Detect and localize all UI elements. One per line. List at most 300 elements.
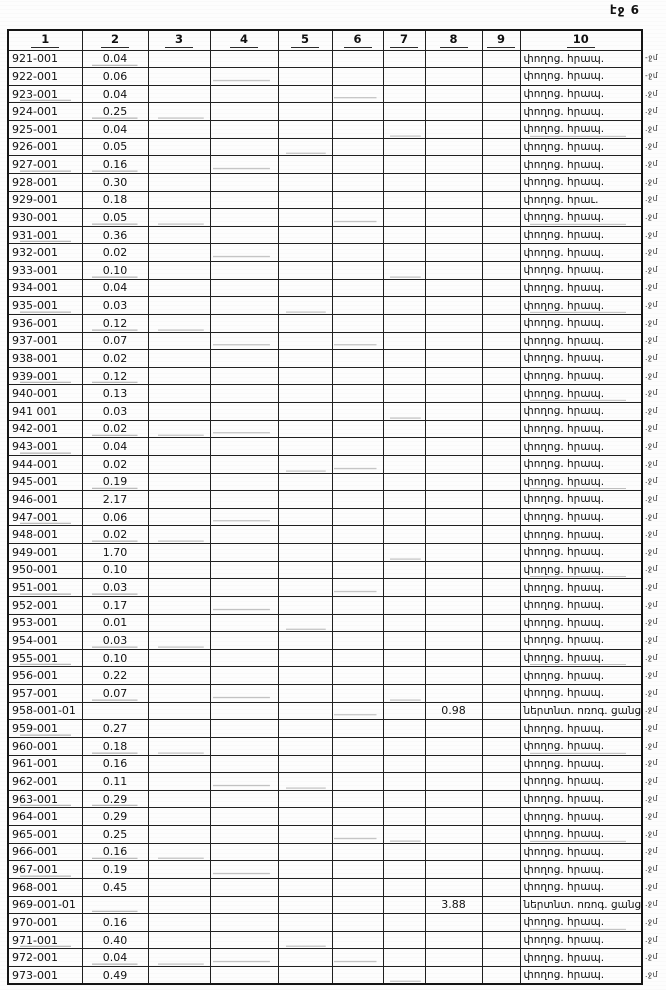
table-row xyxy=(8,914,642,932)
empty-cell xyxy=(278,808,332,826)
empty-cell xyxy=(210,438,278,456)
area-value-cell: 2.17 xyxy=(82,491,148,509)
empty-cell xyxy=(482,314,520,332)
area-value-cell: 0.05 xyxy=(82,209,148,227)
empty-cell xyxy=(278,85,332,103)
empty-cell xyxy=(383,861,425,879)
row-code-cell: 973-001 xyxy=(8,967,82,985)
row-code-cell: 968-001 xyxy=(8,878,82,896)
empty-cell xyxy=(278,367,332,385)
empty-cell xyxy=(210,544,278,562)
row-code-cell: 938-001 xyxy=(8,350,82,368)
empty-cell xyxy=(278,544,332,562)
land-use-cell: փողոց. հրապ. xyxy=(520,949,642,967)
empty-cell xyxy=(482,173,520,191)
row-code-cell: 952-001 xyxy=(8,596,82,614)
table-row xyxy=(8,826,642,844)
margin-annotation: .ջմ xyxy=(645,529,658,539)
margin-notes-column xyxy=(645,49,666,983)
empty-cell xyxy=(482,438,520,456)
empty-cell xyxy=(278,403,332,421)
empty-cell xyxy=(482,279,520,297)
row-code-cell: 956-001 xyxy=(8,667,82,685)
empty-cell xyxy=(383,332,425,350)
area-value-cell: 0.16 xyxy=(82,843,148,861)
empty-cell xyxy=(482,420,520,438)
table-row xyxy=(8,103,642,121)
land-use-cell: փողոց. հրապ. xyxy=(520,790,642,808)
land-use-cell: փողոց. հրապ. xyxy=(520,367,642,385)
table-row xyxy=(8,191,642,209)
margin-annotation: .ջմ xyxy=(645,194,658,204)
column-header xyxy=(278,30,332,50)
empty-cell xyxy=(482,350,520,368)
empty-cell xyxy=(148,561,210,579)
empty-cell xyxy=(482,632,520,650)
empty-cell xyxy=(482,332,520,350)
empty-cell xyxy=(383,297,425,315)
land-use-cell: փողոց. հրապ. xyxy=(520,68,642,86)
empty-cell xyxy=(332,561,383,579)
table-row xyxy=(8,138,642,156)
table-row xyxy=(8,68,642,86)
empty-cell xyxy=(482,737,520,755)
empty-cell xyxy=(210,85,278,103)
volume-value-cell xyxy=(425,914,482,932)
volume-value-cell xyxy=(425,720,482,738)
land-use-cell: փողոց. հրապ. xyxy=(520,720,642,738)
row-code-cell: 942-001 xyxy=(8,420,82,438)
empty-cell xyxy=(383,138,425,156)
volume-value-cell xyxy=(425,191,482,209)
volume-value-cell xyxy=(425,596,482,614)
land-use-cell: փողոց. հրապ. xyxy=(520,244,642,262)
empty-cell xyxy=(148,68,210,86)
margin-annotation: .ջմ xyxy=(645,564,658,574)
volume-value-cell xyxy=(425,50,482,68)
empty-cell xyxy=(148,209,210,227)
empty-cell xyxy=(383,843,425,861)
empty-cell xyxy=(332,596,383,614)
empty-cell xyxy=(332,755,383,773)
empty-cell xyxy=(482,808,520,826)
empty-cell xyxy=(383,614,425,632)
empty-cell xyxy=(278,209,332,227)
empty-cell xyxy=(210,226,278,244)
empty-cell xyxy=(278,878,332,896)
empty-cell xyxy=(278,667,332,685)
empty-cell xyxy=(278,121,332,139)
empty-cell xyxy=(148,878,210,896)
empty-cell xyxy=(210,737,278,755)
row-code-cell: 969-001-01 xyxy=(8,896,82,914)
column-header-label: 2 xyxy=(101,33,129,48)
empty-cell xyxy=(482,191,520,209)
empty-cell xyxy=(148,420,210,438)
table-row xyxy=(8,526,642,544)
table-row xyxy=(8,314,642,332)
empty-cell xyxy=(278,649,332,667)
area-value-cell: 0.18 xyxy=(82,737,148,755)
land-use-cell: փողոց. հրապ. xyxy=(520,808,642,826)
land-use-cell: փողոց. հրապ. xyxy=(520,508,642,526)
volume-value-cell xyxy=(425,808,482,826)
empty-cell xyxy=(210,808,278,826)
area-value-cell: 0.27 xyxy=(82,720,148,738)
empty-cell xyxy=(148,455,210,473)
empty-cell xyxy=(383,508,425,526)
empty-cell xyxy=(383,649,425,667)
empty-cell xyxy=(383,967,425,985)
empty-cell xyxy=(383,156,425,174)
empty-cell xyxy=(278,244,332,262)
empty-cell xyxy=(332,420,383,438)
empty-cell xyxy=(210,649,278,667)
volume-value-cell: 3.88 xyxy=(425,896,482,914)
empty-cell xyxy=(148,121,210,139)
table-row xyxy=(8,967,642,985)
empty-cell xyxy=(210,314,278,332)
area-value-cell: 0.04 xyxy=(82,121,148,139)
empty-cell xyxy=(148,85,210,103)
area-value-cell: 0.40 xyxy=(82,931,148,949)
column-header-label: 6 xyxy=(344,33,372,48)
empty-cell xyxy=(210,332,278,350)
table-row xyxy=(8,350,642,368)
land-use-cell: փողոց. հրապ. xyxy=(520,385,642,403)
empty-cell xyxy=(210,826,278,844)
margin-annotation: .ջմ xyxy=(645,617,658,627)
empty-cell xyxy=(383,931,425,949)
column-header xyxy=(8,30,82,50)
empty-cell xyxy=(148,156,210,174)
land-use-cell: փողոց. հրապ. xyxy=(520,297,642,315)
empty-cell xyxy=(332,226,383,244)
table-row xyxy=(8,508,642,526)
area-value-cell: 0.02 xyxy=(82,455,148,473)
empty-cell xyxy=(332,244,383,262)
empty-cell xyxy=(210,455,278,473)
row-code-cell: 944-001 xyxy=(8,455,82,473)
margin-annotation: .ջմ xyxy=(645,335,658,345)
empty-cell xyxy=(482,755,520,773)
area-value-cell: 0.04 xyxy=(82,279,148,297)
empty-cell xyxy=(383,50,425,68)
row-code-cell: 924-001 xyxy=(8,103,82,121)
margin-annotation: .ջմ xyxy=(645,476,658,486)
row-code-cell: 940-001 xyxy=(8,385,82,403)
table-row xyxy=(8,85,642,103)
empty-cell xyxy=(482,896,520,914)
row-code-cell: 945-001 xyxy=(8,473,82,491)
empty-cell xyxy=(210,561,278,579)
row-code-cell: 957-001 xyxy=(8,685,82,703)
empty-cell xyxy=(278,931,332,949)
margin-annotation: .ջմ xyxy=(645,899,658,909)
empty-cell xyxy=(210,279,278,297)
empty-cell xyxy=(383,878,425,896)
volume-value-cell xyxy=(425,614,482,632)
empty-cell xyxy=(210,173,278,191)
column-header xyxy=(210,30,278,50)
empty-cell xyxy=(383,121,425,139)
empty-cell xyxy=(383,85,425,103)
empty-cell xyxy=(482,596,520,614)
empty-cell xyxy=(278,103,332,121)
empty-cell xyxy=(148,667,210,685)
volume-value-cell xyxy=(425,314,482,332)
margin-annotation: .ջմ xyxy=(645,775,658,785)
volume-value-cell xyxy=(425,967,482,985)
empty-cell xyxy=(278,191,332,209)
empty-cell xyxy=(383,68,425,86)
row-code-cell: 946-001 xyxy=(8,491,82,509)
row-code-cell: 933-001 xyxy=(8,262,82,280)
empty-cell xyxy=(278,473,332,491)
empty-cell xyxy=(383,385,425,403)
area-value-cell: 0.01 xyxy=(82,614,148,632)
empty-cell xyxy=(332,455,383,473)
volume-value-cell xyxy=(425,737,482,755)
empty-cell xyxy=(148,173,210,191)
table-row xyxy=(8,279,642,297)
table-row xyxy=(8,949,642,967)
empty-cell xyxy=(332,367,383,385)
empty-cell xyxy=(332,702,383,720)
area-value-cell: 0.03 xyxy=(82,403,148,421)
column-header-label: 1 xyxy=(31,33,59,48)
volume-value-cell xyxy=(425,68,482,86)
empty-cell xyxy=(383,526,425,544)
volume-value-cell xyxy=(425,332,482,350)
land-use-cell: փողոց. հրապ. xyxy=(520,279,642,297)
empty-cell xyxy=(148,967,210,985)
empty-cell xyxy=(482,649,520,667)
row-code-cell: 972-001 xyxy=(8,949,82,967)
volume-value-cell xyxy=(425,226,482,244)
row-code-cell: 966-001 xyxy=(8,843,82,861)
volume-value-cell xyxy=(425,526,482,544)
empty-cell xyxy=(278,508,332,526)
empty-cell xyxy=(482,473,520,491)
empty-cell xyxy=(383,367,425,385)
land-use-cell: փողոց. հրապ. xyxy=(520,455,642,473)
land-use-cell: փողոց. հրապ. xyxy=(520,826,642,844)
empty-cell xyxy=(278,297,332,315)
empty-cell xyxy=(148,279,210,297)
empty-cell xyxy=(332,896,383,914)
empty-cell xyxy=(278,68,332,86)
empty-cell xyxy=(278,737,332,755)
volume-value-cell xyxy=(425,156,482,174)
volume-value-cell xyxy=(425,385,482,403)
empty-cell xyxy=(482,702,520,720)
area-value-cell: 0.04 xyxy=(82,438,148,456)
empty-cell xyxy=(148,385,210,403)
land-use-cell: փողոց. հրապ. xyxy=(520,755,642,773)
empty-cell xyxy=(383,455,425,473)
volume-value-cell xyxy=(425,773,482,791)
empty-cell xyxy=(278,702,332,720)
column-header-label: 5 xyxy=(291,33,319,48)
margin-annotation: .ջմ xyxy=(645,458,658,468)
margin-annotation: -ջմ xyxy=(645,70,659,80)
table-row xyxy=(8,720,642,738)
row-code-cell: 971-001 xyxy=(8,931,82,949)
empty-cell xyxy=(482,826,520,844)
land-use-cell: փողոց. հրապ. xyxy=(520,861,642,879)
table-row xyxy=(8,843,642,861)
empty-cell xyxy=(148,826,210,844)
margin-annotation: .ջմ xyxy=(645,916,658,926)
empty-cell xyxy=(332,826,383,844)
empty-cell xyxy=(148,403,210,421)
empty-cell xyxy=(482,385,520,403)
row-code-cell: 926-001 xyxy=(8,138,82,156)
empty-cell xyxy=(482,455,520,473)
table-row xyxy=(8,385,642,403)
area-value-cell: 0.49 xyxy=(82,967,148,985)
empty-cell xyxy=(210,843,278,861)
empty-cell xyxy=(148,596,210,614)
table-row xyxy=(8,861,642,879)
empty-cell xyxy=(383,667,425,685)
empty-cell xyxy=(210,896,278,914)
empty-cell xyxy=(148,226,210,244)
empty-cell xyxy=(210,385,278,403)
empty-cell xyxy=(383,790,425,808)
margin-annotation: .ջմ xyxy=(645,247,658,257)
land-use-cell: փողոց. հրապ. xyxy=(520,596,642,614)
margin-annotation: .ջմ xyxy=(645,670,658,680)
empty-cell xyxy=(278,861,332,879)
empty-cell xyxy=(332,332,383,350)
empty-cell xyxy=(482,685,520,703)
area-value-cell: 0.02 xyxy=(82,244,148,262)
area-value-cell: 0.12 xyxy=(82,314,148,332)
land-use-cell: փողոց. հրապ. xyxy=(520,526,642,544)
land-use-cell: փողոց. հրապ. xyxy=(520,614,642,632)
column-header xyxy=(520,30,642,50)
area-value-cell xyxy=(82,702,148,720)
empty-cell xyxy=(148,614,210,632)
margin-annotation: .ջմ xyxy=(645,441,658,451)
land-use-cell: փողոց. հրապ. xyxy=(520,878,642,896)
empty-cell xyxy=(383,438,425,456)
empty-cell xyxy=(278,279,332,297)
empty-cell xyxy=(210,579,278,597)
margin-annotation: .ջմ xyxy=(645,793,658,803)
volume-value-cell xyxy=(425,931,482,949)
empty-cell xyxy=(383,350,425,368)
volume-value-cell xyxy=(425,790,482,808)
empty-cell xyxy=(278,790,332,808)
empty-cell xyxy=(482,262,520,280)
land-use-cell: փողոց. հրապ. xyxy=(520,473,642,491)
empty-cell xyxy=(210,350,278,368)
margin-annotation: .ջմ xyxy=(645,758,658,768)
empty-cell xyxy=(210,420,278,438)
empty-cell xyxy=(148,508,210,526)
margin-annotation: .ջմ xyxy=(645,634,658,644)
volume-value-cell xyxy=(425,878,482,896)
area-value-cell: 0.10 xyxy=(82,262,148,280)
empty-cell xyxy=(278,138,332,156)
volume-value-cell xyxy=(425,667,482,685)
empty-cell xyxy=(278,614,332,632)
empty-cell xyxy=(210,614,278,632)
empty-cell xyxy=(332,209,383,227)
row-code-cell: 961-001 xyxy=(8,755,82,773)
volume-value-cell xyxy=(425,403,482,421)
area-value-cell: 0.05 xyxy=(82,138,148,156)
land-use-cell: փողոց. հրապ. xyxy=(520,156,642,174)
empty-cell xyxy=(482,50,520,68)
empty-cell xyxy=(332,579,383,597)
empty-cell xyxy=(148,861,210,879)
area-value-cell: 0.04 xyxy=(82,85,148,103)
empty-cell xyxy=(278,755,332,773)
table-row xyxy=(8,438,642,456)
empty-cell xyxy=(148,438,210,456)
volume-value-cell xyxy=(425,209,482,227)
empty-cell xyxy=(148,473,210,491)
empty-cell xyxy=(210,138,278,156)
empty-cell xyxy=(210,720,278,738)
volume-value-cell xyxy=(425,491,482,509)
empty-cell xyxy=(332,68,383,86)
empty-cell xyxy=(332,473,383,491)
row-code-cell: 936-001 xyxy=(8,314,82,332)
margin-annotation: .ջմ xyxy=(645,846,658,856)
volume-value-cell xyxy=(425,350,482,368)
area-value-cell xyxy=(82,896,148,914)
empty-cell xyxy=(332,491,383,509)
empty-cell xyxy=(332,632,383,650)
empty-cell xyxy=(482,667,520,685)
empty-cell xyxy=(278,438,332,456)
empty-cell xyxy=(148,544,210,562)
empty-cell xyxy=(383,262,425,280)
land-use-cell: փողոց. հրապ. xyxy=(520,209,642,227)
empty-cell xyxy=(210,755,278,773)
empty-cell xyxy=(148,632,210,650)
land-use-cell: փողոց. հրապ. xyxy=(520,226,642,244)
empty-cell xyxy=(332,861,383,879)
margin-annotation: .ջմ xyxy=(645,264,658,274)
land-use-cell: փողոց. հրապ. xyxy=(520,262,642,280)
area-value-cell: 0.25 xyxy=(82,826,148,844)
empty-cell xyxy=(210,931,278,949)
area-value-cell: 0.25 xyxy=(82,103,148,121)
empty-cell xyxy=(210,491,278,509)
empty-cell xyxy=(383,544,425,562)
margin-annotation: -ջմ xyxy=(645,53,659,63)
area-value-cell: 0.11 xyxy=(82,773,148,791)
land-use-cell: փողոց. հրապ. xyxy=(520,350,642,368)
land-use-cell: փողոց. հրապ. xyxy=(520,138,642,156)
area-value-cell: 0.07 xyxy=(82,685,148,703)
margin-annotation: .ջմ xyxy=(645,881,658,891)
table-row xyxy=(8,156,642,174)
volume-value-cell xyxy=(425,279,482,297)
empty-cell xyxy=(148,332,210,350)
empty-cell xyxy=(482,226,520,244)
land-use-cell: փողոց. հրապ. xyxy=(520,737,642,755)
table-row xyxy=(8,579,642,597)
row-code-cell: 925-001 xyxy=(8,121,82,139)
empty-cell xyxy=(332,843,383,861)
